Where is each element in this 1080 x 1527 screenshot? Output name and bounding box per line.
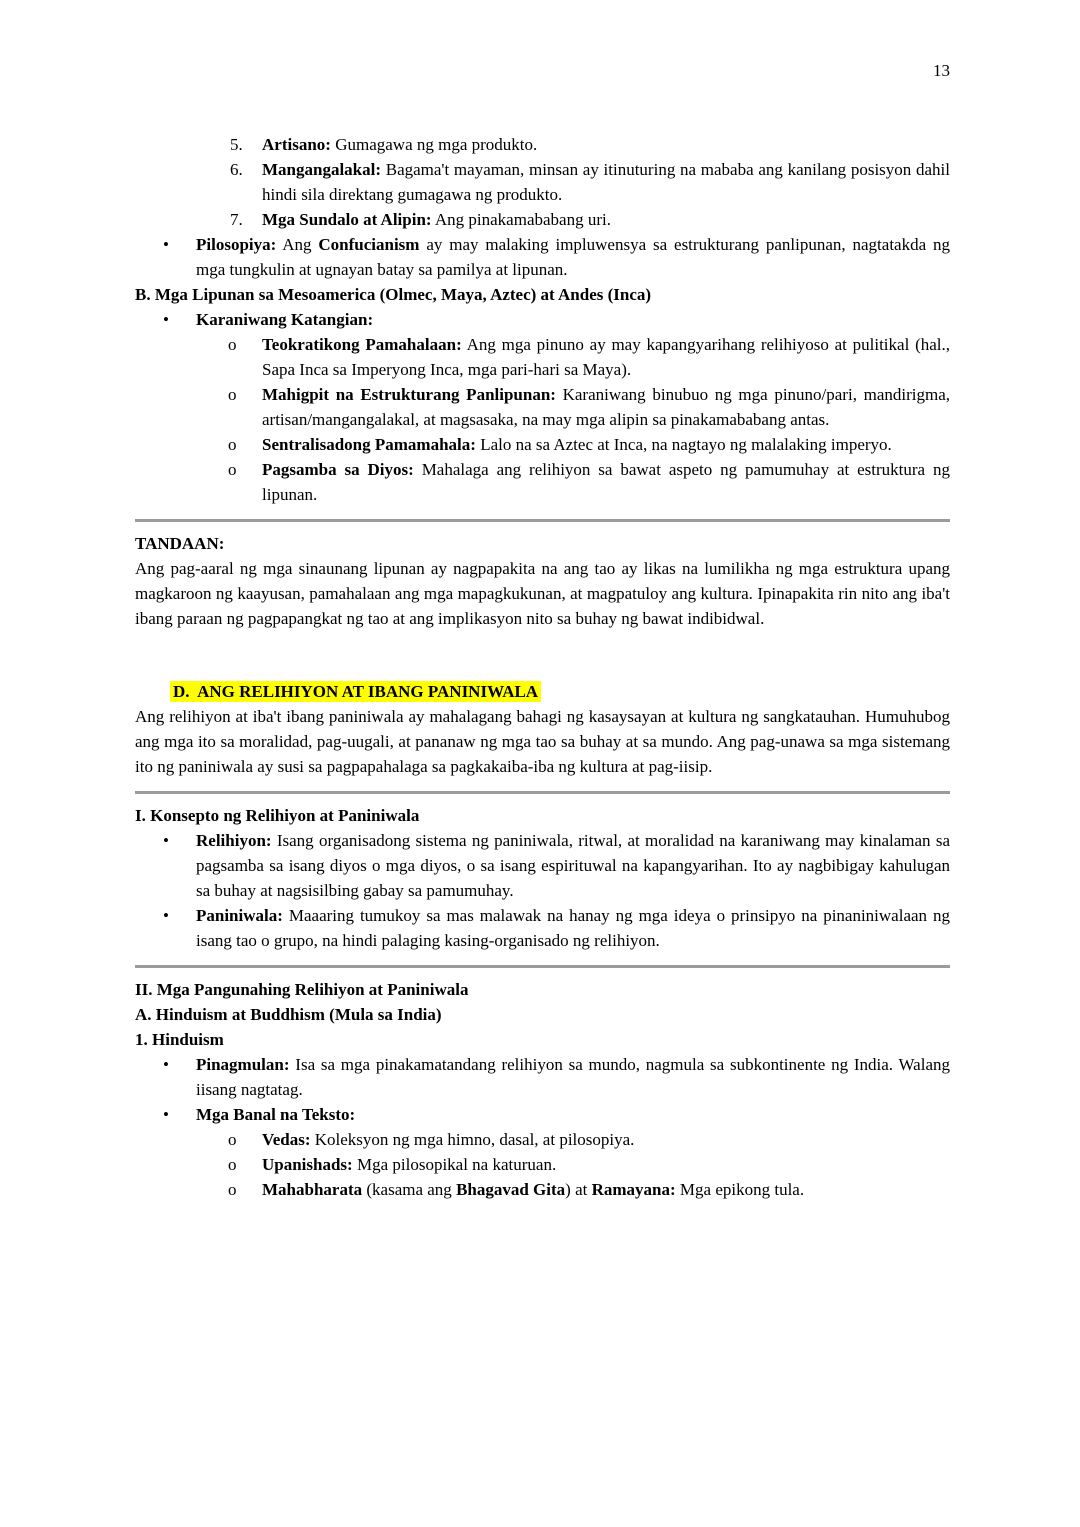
- bold-run: Confucianism: [318, 235, 420, 254]
- sub-bullet-marker: o: [228, 1155, 237, 1174]
- list-item: [163, 1102, 950, 1127]
- bold-run: Bhagavad Gita: [456, 1180, 566, 1199]
- list-item: [228, 457, 950, 507]
- list-item: [228, 1152, 950, 1177]
- bold-run: Relihiyon:: [196, 831, 272, 850]
- bold-run: Pinagmulan:: [196, 1055, 290, 1074]
- text-run: Ang mga pinuno ay may kapangyarihang relihiyoso at pulitikal (hal., Sapa Inca sa Imperyong Inca, mga pari-hari sa Maya).: [262, 335, 950, 379]
- list-item: [163, 232, 950, 282]
- page-number: 13: [933, 61, 950, 80]
- bold-run: Artisano:: [262, 135, 331, 154]
- text-run: Bagama't mayaman, minsan ay itinuturing na mababa ang kanilang posisyon dahil hindi sila direktang gumagawa ng produkto.: [262, 160, 950, 204]
- section-heading: II. Mga Pangunahing Relihiyon at Paniniwala: [135, 980, 469, 999]
- list-item: [163, 903, 950, 953]
- list-item: [163, 307, 950, 332]
- bold-run: Mga Sundalo at Alipin:: [262, 210, 432, 229]
- bold-run: Pilosopiya:: [196, 235, 277, 254]
- list-text: [262, 207, 950, 232]
- list-item: [163, 1052, 950, 1102]
- list-text: [262, 332, 950, 382]
- bullet-marker: •: [163, 1055, 169, 1074]
- text-run: Mga pilosopikal na katuruan.: [352, 1155, 557, 1174]
- text-run: Mahalaga ang relihiyon sa bawat aspeto ng pamumuhay at estruktura ng lipunan.: [262, 460, 950, 504]
- text-run: Gumagawa ng mga produkto.: [330, 135, 538, 154]
- highlight-heading: [170, 679, 950, 704]
- bullet-marker: •: [163, 310, 169, 329]
- paragraph: Ang pag-aaral ng mga sinaunang lipunan ay nagpapakita na ang tao ay likas na lumilikha ng mga estruktura upang magkaroon ng kaayusan, pamahalaan ang mga mapagkukunan, at magpatuloy ang kultura. Ipinapakita rin nito ang iba't ibang paraan ng pagpapangkat ng tao at ang implikasyon nito sa buhay ng bawat indibidwal.: [135, 559, 950, 628]
- bold-run: Teokratikong Pamahalaan:: [262, 335, 462, 354]
- text-run: Ang pinakamababang uri.: [431, 210, 611, 229]
- text-run: Koleksyon ng mga himno, dasal, at pilosopiya.: [310, 1130, 635, 1149]
- text-run: Karaniwang binubuo ng mga pinuno/pari, mandirigma, artisan/mangangalakal, at magsasaka, na may mga alipin sa pinakamababang antas.: [262, 385, 950, 429]
- text-run: Maaaring tumukoy sa mas malawak na hanay ng mga ideya o prinsipyo na pinaniniwalaan ng isang tao o grupo, na hindi palaging kasing-organisado ng relihiyon.: [196, 906, 950, 950]
- list-item: [228, 432, 950, 457]
- list-text: [196, 307, 950, 332]
- bold-run: Karaniwang Katangian:: [196, 310, 374, 329]
- bold-run: Sentralisadong Pamamahala:: [262, 435, 476, 454]
- bold-run: Ramayana:: [591, 1180, 676, 1199]
- bullet-marker: •: [163, 831, 169, 850]
- list-text: [262, 1152, 950, 1177]
- list-text: [196, 828, 950, 903]
- bold-run: Paniniwala:: [196, 906, 283, 925]
- section-heading: TANDAAN:: [135, 534, 225, 553]
- list-text: [196, 903, 950, 953]
- text-run: Mga epikong tula.: [675, 1180, 805, 1199]
- bold-run: Upanishads:: [262, 1155, 353, 1174]
- bold-run: Mahabharata: [262, 1180, 363, 1199]
- sub-bullet-marker: o: [228, 1130, 237, 1149]
- bold-run: Mahigpit na Estrukturang Panlipunan:: [262, 385, 556, 404]
- bold-run: Mangangalakal:: [262, 160, 382, 179]
- bold-run: Mga Banal na Teksto:: [196, 1105, 356, 1124]
- list-text: [262, 457, 950, 507]
- section-divider: [135, 965, 950, 968]
- bold-run: Pagsamba sa Diyos:: [262, 460, 414, 479]
- section-divider: [135, 791, 950, 794]
- text-run: Ang: [276, 235, 319, 254]
- list-item: [230, 207, 950, 232]
- list-item: [228, 1177, 950, 1202]
- section-heading: B. Mga Lipunan sa Mesoamerica (Olmec, Maya, Aztec) at Andes (Inca): [135, 285, 652, 304]
- section-divider: [135, 519, 950, 522]
- text-run: Lalo na sa Aztec at Inca, na nagtayo ng malalaking imperyo.: [475, 435, 892, 454]
- list-marker: 5.: [230, 135, 243, 154]
- list-marker: 6.: [230, 160, 243, 179]
- list-text: [262, 132, 950, 157]
- list-marker: 7.: [230, 210, 243, 229]
- list-text: [196, 232, 950, 282]
- sub-bullet-marker: o: [228, 335, 237, 354]
- text-run: Isa sa mga pinakamatandang relihiyon sa mundo, nagmula sa subkontinente ng India. Walang iisang nagtatag.: [196, 1055, 950, 1099]
- list-item: [228, 1127, 950, 1152]
- list-text: [196, 1052, 950, 1102]
- highlighted-text: D. ANG RELIHIYON AT IBANG PANINIWALA: [170, 681, 541, 702]
- list-text: [262, 157, 950, 207]
- list-item: [163, 828, 950, 903]
- list-item: [230, 157, 950, 207]
- list-item: [228, 332, 950, 382]
- list-text: [262, 432, 950, 457]
- text-run: (kasama ang: [362, 1180, 457, 1199]
- paragraph: Ang relihiyon at iba't ibang paniniwala ay mahalagang bahagi ng kasaysayan at kultura ng sangkatauhan. Humuhubog ang mga ito sa moralidad, pag-uugali, at pananaw ng mga tao sa buhay at sa mundo. Ang pag-unawa sa mga sistemang ito ng paniniwala ay susi sa pagpapahalaga sa pagkakaiba-iba ng kultura at pag-iisip.: [135, 707, 950, 776]
- bold-run: Vedas:: [262, 1130, 311, 1149]
- document-content: [135, 132, 950, 1202]
- list-item: [228, 382, 950, 432]
- section-heading: 1. Hinduism: [135, 1030, 224, 1049]
- sub-bullet-marker: o: [228, 435, 237, 454]
- bullet-marker: •: [163, 1105, 169, 1124]
- list-text: [262, 382, 950, 432]
- list-text: [196, 1102, 950, 1127]
- text-run: ay may malaking impluwensya sa estrukturang panlipunan, nagtatakda ng mga tungkulin at ugnayan batay sa pamilya at lipunan.: [196, 235, 951, 279]
- section-heading: I. Konsepto ng Relihiyon at Paniniwala: [135, 806, 420, 825]
- list-text: [262, 1177, 950, 1202]
- sub-bullet-marker: o: [228, 460, 237, 479]
- text-run: Isang organisadong sistema ng paniniwala, ritwal, at moralidad na karaniwang may kinalaman sa pagsamba sa isang diyos o mga diyos, o sa isang espirituwal na kapangyarihan. Ito ay nagbibigay kahulugan sa buhay at nagsisilbing gabay sa pamumuhay.: [196, 831, 950, 900]
- list-item: [230, 132, 950, 157]
- sub-bullet-marker: o: [228, 1180, 237, 1199]
- list-text: [262, 1127, 950, 1152]
- bullet-marker: •: [163, 906, 169, 925]
- text-run: ) at: [565, 1180, 592, 1199]
- bullet-marker: •: [163, 235, 169, 254]
- section-heading: A. Hinduism at Buddhism (Mula sa India): [135, 1005, 442, 1024]
- sub-bullet-marker: o: [228, 385, 237, 404]
